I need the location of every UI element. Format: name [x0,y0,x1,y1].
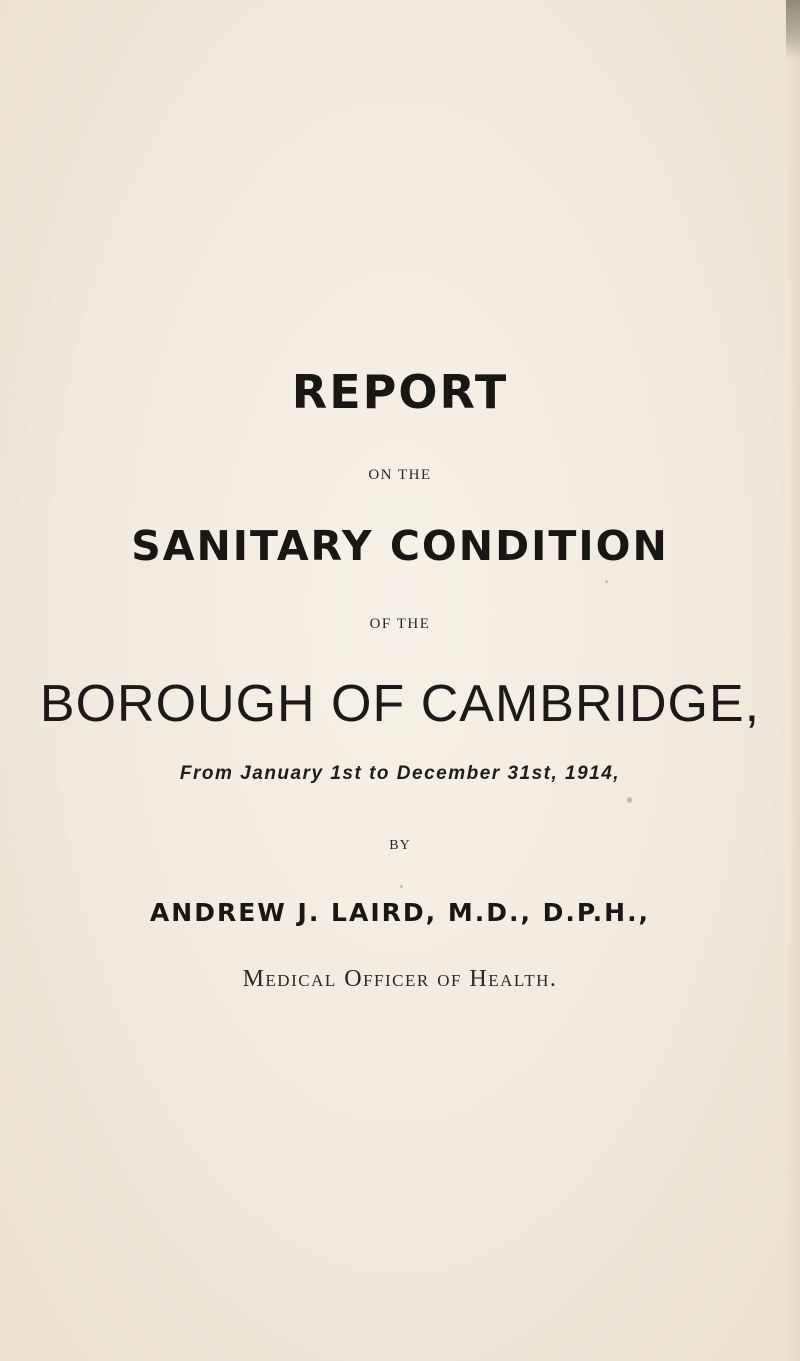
corner-stain [786,0,800,60]
report-period: From January 1st to December 31st, 1914, [179,763,621,784]
author-name: ANDREW J. LAIRD, M.D., D.P.H., [149,898,651,927]
connector-on-the: ON THE [368,467,432,483]
subject-heading: SANITARY CONDITION [131,522,669,570]
author-office: Medical Officer of Health. [242,966,558,992]
place-heading: BOROUGH OF CAMBRIDGE, [39,675,761,733]
paper-speck [605,580,608,583]
report-heading: REPORT [291,365,509,419]
paper-speck [400,885,403,888]
connector-by: BY [389,838,411,853]
paper-speck [627,797,632,803]
connector-of-the: OF THE [369,616,431,632]
